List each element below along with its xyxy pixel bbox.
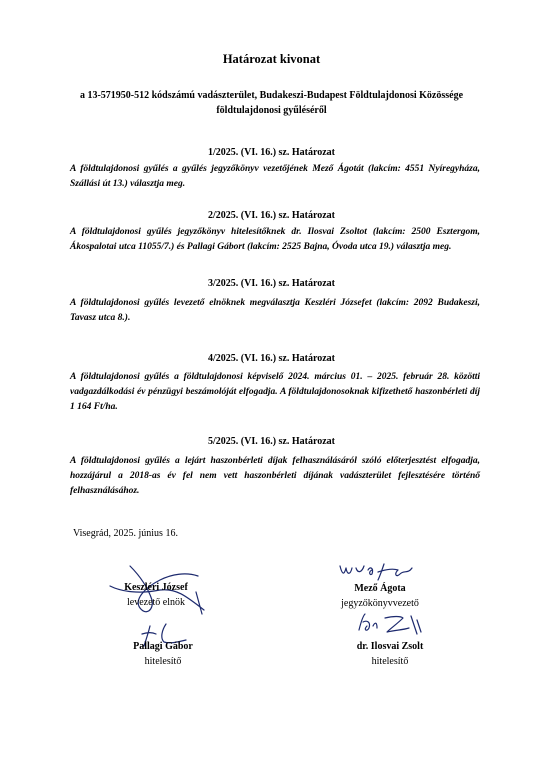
resolution-5-heading: 5/2025. (VI. 16.) sz. Határozat	[207, 436, 336, 447]
place-and-date: Visegrád, 2025. június 16.	[73, 528, 178, 539]
resolution-4-heading: 4/2025. (VI. 16.) sz. Határozat	[207, 353, 336, 364]
resolution-5-text: A földtulajdonosi gyűlés a lejárt haszonbérleti díjak felhasználásáról szóló előterjesztést elfogadja, hozzájárul a 2018-as év fel nem vett haszonbérleti díjának vadászterület fejlesztésére történő felhasználásához.	[70, 456, 480, 496]
signatory-2-name: Mező Ágota	[354, 583, 406, 594]
resolution-1-heading: 1/2025. (VI. 16.) sz. Határozat	[207, 147, 336, 158]
resolution-3-heading: 3/2025. (VI. 16.) sz. Határozat	[207, 278, 336, 289]
signatory-3-name: Pallagi Gábor	[133, 641, 193, 652]
signature-mezo	[338, 562, 418, 582]
resolution-3-text: A földtulajdonosi gyűlés levezető elnöknek megválasztja Keszléri Józsefet (lakcím: 2092 Budakeszi, Tavasz utca 8.).	[70, 298, 480, 323]
signatory-1-role: levezető elnök	[126, 597, 186, 608]
signatory-1-name: Keszléri József	[124, 582, 188, 593]
document-title: Határozat kivonat	[222, 52, 321, 66]
signatory-2-role: jegyzőkönyvvezető	[341, 598, 419, 609]
signatory-4-role: hitelesítő	[371, 656, 409, 667]
signature-ilosvai	[355, 612, 425, 636]
document-subtitle	[40, 88, 503, 118]
resolution-2-text: A földtulajdonosi gyűlés jegyzőkönyv hitelesítőknek dr. Ilosvai Zsoltot (lakcím: 2500 Esztergom, Ákospalotai utca 11055/7.) és Pallagi Gábort (lakcím: 2525 Bajna, Óvoda utca 19.) választja meg.	[70, 227, 480, 252]
resolution-2-heading: 2/2025. (VI. 16.) sz. Határozat	[207, 210, 336, 221]
signatory-3-role: hitelesítő	[144, 656, 182, 667]
subtitle-line-1: a 13-571950-512 kódszámú vadászterület, Budakeszi-Budapest Földtulajdonosi Közössége	[79, 90, 464, 101]
signatory-4-name: dr. Ilosvai Zsolt	[356, 641, 424, 652]
resolution-1-text: A földtulajdonosi gyűlés a gyűlés jegyzőkönyv vezetőjének Mező Ágotát (lakcím: 4551 Nyíregyháza, Szállási út 13.) választja meg.	[70, 164, 480, 189]
subtitle-line-2: földtulajdonosi gyűléséről	[216, 105, 327, 116]
resolution-4-text: A földtulajdonosi gyűlés a földtulajdonosi képviselő 2024. március 01. – 2025. február 28. közötti vadgazdálkodási év pénzügyi beszámolóját elfogadja. A földtulajdonosoknak kifizethető haszonbérleti díj 1 164 Ft/ha.	[70, 372, 480, 412]
